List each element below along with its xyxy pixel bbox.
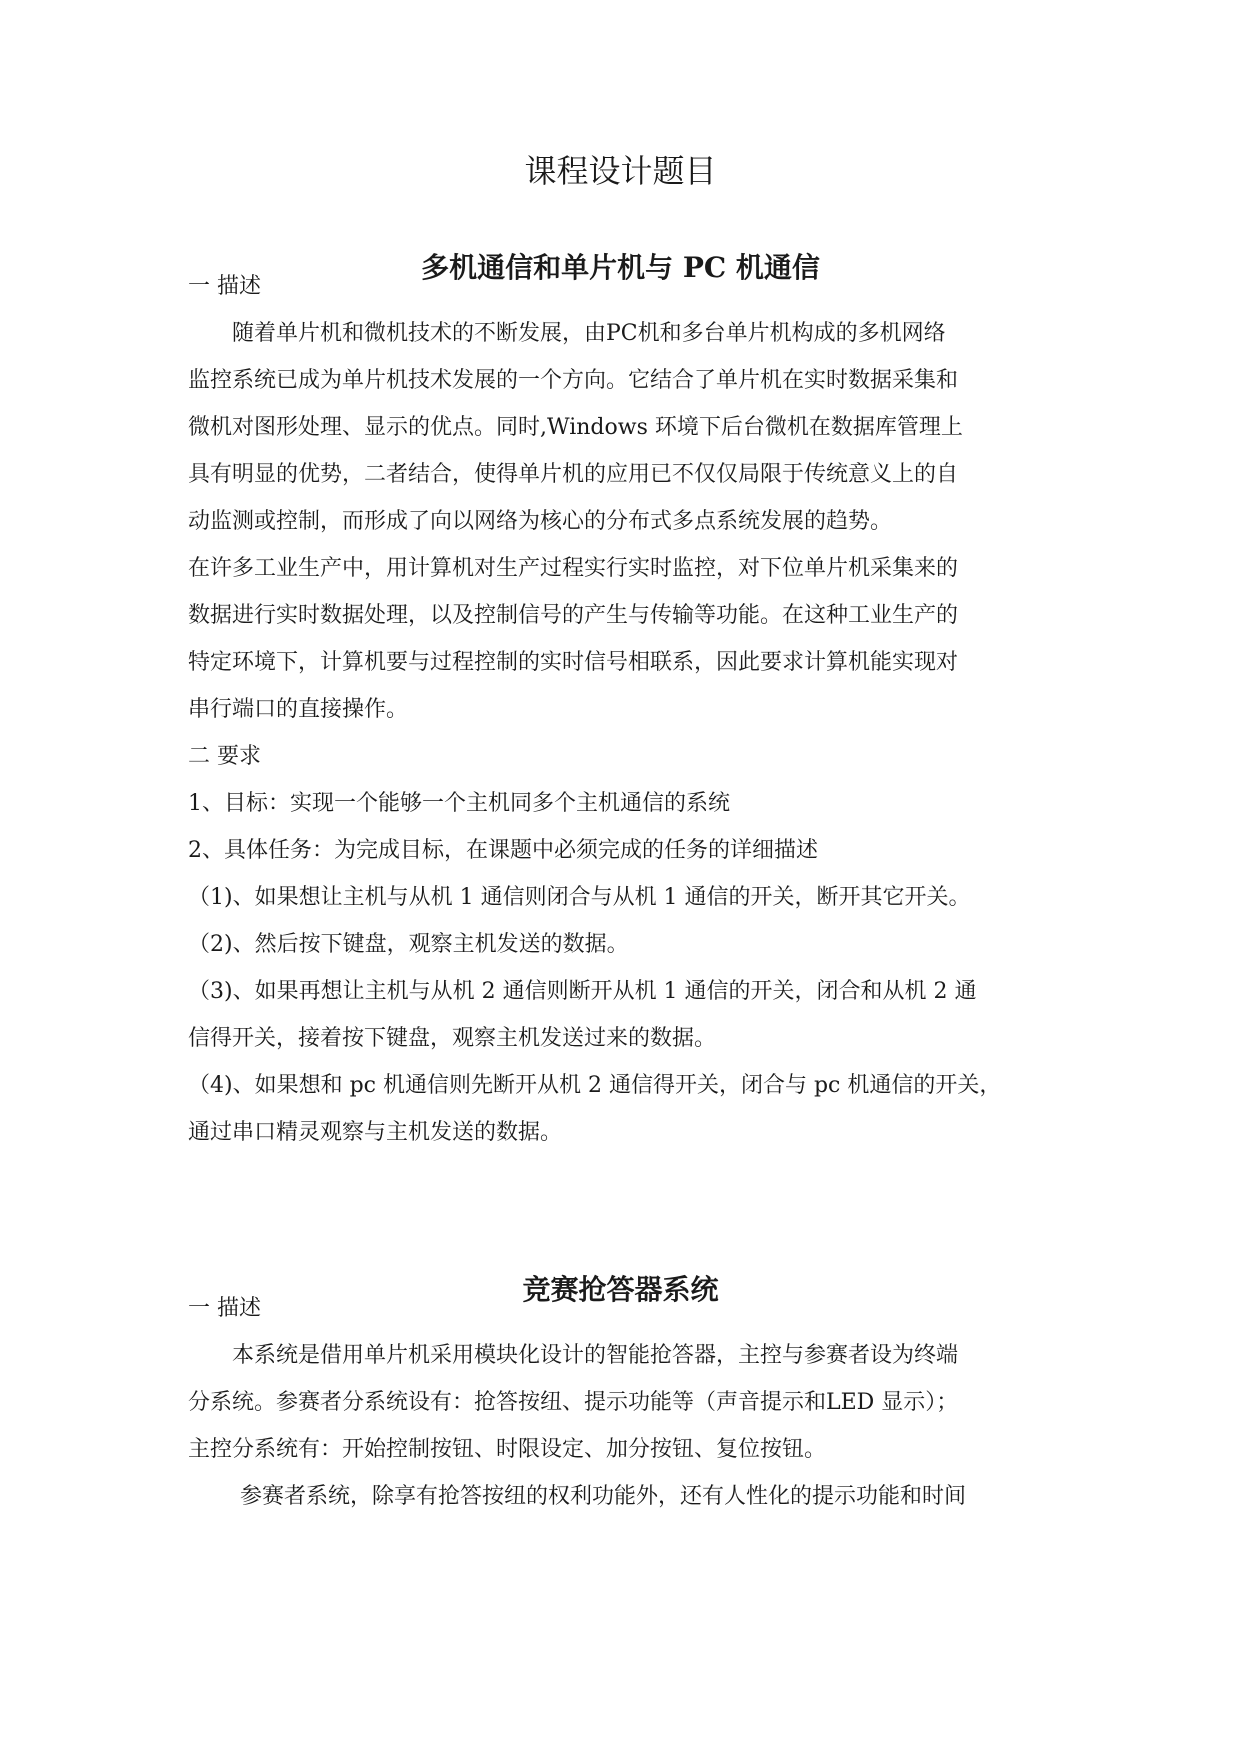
section-1-req-line: （2)、然后按下键盘，观察主机发送的数据。 bbox=[188, 932, 629, 957]
section-2-desc-line: 参赛者系统，除享有抢答按纽的权利功能外，还有人性化的提示功能和时间 bbox=[240, 1484, 967, 1509]
section-1-req-line: 信得开关，接着按下键盘，观察主机发送过来的数据。 bbox=[188, 1026, 717, 1051]
main-title: 课程设计题目 bbox=[524, 152, 717, 190]
section-2-desc-line: 本系统是借用单片机采用模块化设计的智能抢答器，主控与参赛者设为终端 bbox=[232, 1343, 959, 1368]
section-2-desc-heading: 一 描述 bbox=[188, 1296, 261, 1321]
section-1-desc-line: 数据进行实时数据处理，以及控制信号的产生与传输等功能。在这种工业生产的 bbox=[188, 603, 959, 628]
section-1-desc-line: 随着单片机和微机技术的不断发展，由PC机和多台单片机构成的多机网络 bbox=[232, 321, 946, 346]
section-1-title: 多机通信和单片机与 PC 机通信 bbox=[421, 251, 820, 284]
section-2-title: 竞赛抢答器系统 bbox=[522, 1273, 719, 1306]
section-1-desc-line: 动监测或控制，而形成了向以网络为核心的分布式多点系统发展的趋势。 bbox=[188, 509, 893, 534]
section-1-req-line: （1)、如果想让主机与从机 1 通信则闭合与从机 1 通信的开关，断开其它开关。 bbox=[188, 885, 971, 910]
section-1-desc-heading: 一 描述 bbox=[188, 274, 261, 299]
section-1-desc-line: 微机对图形处理、显示的优点。同时,Windows 环境下后台微机在数据库管理上 bbox=[188, 415, 963, 440]
section-1-req-line: 1、目标：实现一个能够一个主机同多个主机通信的系统 bbox=[188, 791, 730, 816]
section-1-desc-line: 具有明显的优势，二者结合，使得单片机的应用已不仅仅局限于传统意义上的自 bbox=[188, 462, 959, 487]
section-1-req-line: （4)、如果想和 pc 机通信则先断开从机 2 通信得开关，闭合与 pc 机通信的开关， bbox=[188, 1073, 1002, 1098]
section-1-desc-line: 串行端口的直接操作。 bbox=[188, 697, 409, 722]
section-1-req-line: 2、具体任务：为完成目标，在课题中必须完成的任务的详细描述 bbox=[188, 838, 818, 863]
section-2-desc-line: 主控分系统有：开始控制按钮、时限设定、加分按钮、复位按钮。 bbox=[188, 1437, 827, 1462]
section-1-req-heading: 二 要求 bbox=[188, 744, 261, 769]
section-1-desc-line: 在许多工业生产中，用计算机对生产过程实行实时监控，对下位单片机采集来的 bbox=[188, 556, 959, 581]
section-1-req-line: 通过串口精灵观察与主机发送的数据。 bbox=[188, 1120, 563, 1145]
section-2-desc-line: 分系统。参赛者分系统设有：抢答按纽、提示功能等（声音提示和LED 显示）； bbox=[188, 1390, 959, 1415]
section-1-desc-line: 监控系统已成为单片机技术发展的一个方向。它结合了单片机在实时数据采集和 bbox=[188, 368, 959, 393]
section-1-req-line: （3)、如果再想让主机与从机 2 通信则断开从机 1 通信的开关，闭合和从机 2 通 bbox=[188, 979, 977, 1004]
section-1-desc-line: 特定环境下，计算机要与过程控制的实时信号相联系，因此要求计算机能实现对 bbox=[188, 650, 959, 675]
